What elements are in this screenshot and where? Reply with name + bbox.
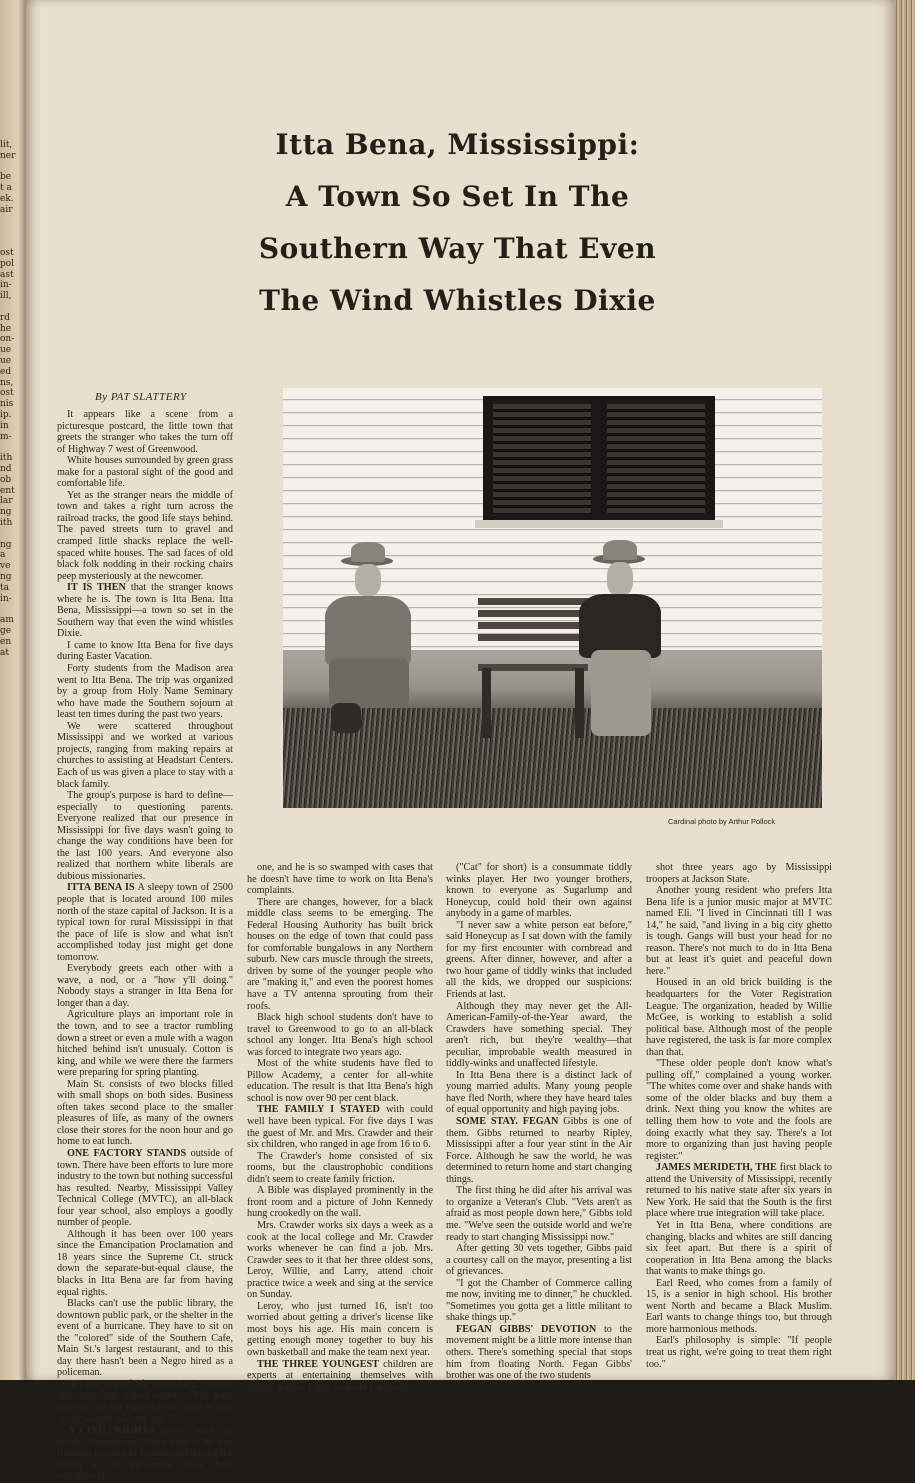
paragraph-text: lawyer works in nearby Greenwood. There used to be five freedom lawyers in Greenwood during the height of the movement. Now there remains only (57, 1425, 233, 1483)
article-paragraph (247, 862, 433, 897)
paragraph-text: Another young resident who prefers Itta Bena life is a junior music major at MVTC named Eli. "I lived in Cincinnati till I was 14," he said, "and living in a big city ghetto is tough. Gangs will bust your head for no reason. There's not much to do in Itta Bena but at least it's quiet and peaceful down here." (646, 885, 832, 977)
facing-page-text-fragment: ost (0, 248, 14, 258)
headline-line-4: The Wind Whistles Dixie (259, 284, 656, 317)
window-sill (475, 520, 723, 528)
paragraph-text: Yet as the stranger nears the middle of town and takes a right turn across the railroad tracks, the good life stays behind. The paved streets turn to gravel and cramped little shacks replace the well-spaced white houses. The sad faces of old black folk nodding in their rocking chairs peep mysteriously at the newcomer. (57, 489, 233, 582)
article-paragraph (247, 1058, 433, 1104)
facing-page-text-fragment: nd (0, 464, 12, 474)
facing-page-text-fragment: in (0, 420, 9, 431)
article-paragraph (446, 1116, 632, 1185)
paragraph-text: The group's purpose is hard to define—especially to questioning parents. Everyone realized that our presence in Mississippi for five days wasn't going to change the way conditions have been for the last 100 years. And everyone also realized that northern white liberals are dubious missionaries. (57, 790, 233, 882)
facing-page-text-fragment: be (0, 172, 12, 183)
article-column-2 (247, 862, 433, 1393)
article-paragraph (446, 1243, 632, 1278)
facing-page-text-fragment: en (0, 636, 12, 647)
paragraph-text: White houses surrounded by green grass make for a pastoral sight of the good and comfortable life. (57, 455, 233, 490)
facing-page-text-fragment: ge (0, 626, 12, 636)
paragraph-text: first black to attend the University of Mississippi, recently returned to his native state after six years in New York. He said that the South is the first place where true integration will take place. (646, 1162, 832, 1220)
paragraph-text: A sleepy town of 2500 people that is located around 100 miles north of the staze capital of Jackson. It is a typical town for rural Mississippi in that the pace of life is slow and what isn't accomplished today just might get done tomorrow. (57, 882, 233, 963)
facing-page-text-fragment: ill, (0, 291, 12, 302)
facing-page-text-fragment: pol (0, 258, 15, 269)
paragraph-lead-in: A CIVIL RIGHTS (67, 1425, 155, 1437)
article-paragraph (57, 1079, 233, 1148)
facing-page-text-fragment: ue (0, 356, 12, 366)
paragraph-text: We were scattered throughout Mississippi and we worked at various projects, ranging from making repairs at churches to assisting at Headstart Centers. Each of us was given a place to stay with a black family. (57, 720, 233, 790)
facing-page-text-fragment: m- (0, 431, 12, 442)
article-paragraph (57, 409, 233, 455)
article-paragraph (646, 1220, 832, 1278)
article-photo (283, 388, 822, 808)
article-paragraph (57, 1229, 233, 1298)
article-paragraph (446, 1185, 632, 1243)
paragraph-lead-in: IT IS THEN (67, 582, 126, 594)
paragraph-text: "It's the way of life down here," voiced one black high school student. "You gotta learn to live the right way in order to stay out of trouble with the law." (57, 1378, 233, 1425)
facing-page-text-fragment: at (0, 647, 9, 658)
paragraph-text: ("Cat" for short) is a consummate tiddly winks player. Her two younger brothers, known to everyone as Sugarlump and Honeycup, could hold their own against anybody in a game of marbles. (446, 862, 632, 920)
paragraph-text: "I got the Chamber of Commerce calling me now, inviting me to dinner," he chuckled. "Sometimes you gotta get a little militant to shake things up." (446, 1277, 632, 1324)
article-column-4 (646, 862, 832, 1370)
seated-man-right (575, 538, 665, 738)
article-paragraph (247, 1151, 433, 1186)
facing-page-text-fragment: ue (0, 345, 12, 356)
paragraph-lead-in: THE FAMILY I STAYED (257, 1104, 380, 1116)
article-paragraph (247, 1104, 433, 1150)
paragraph-text: Blacks can't use the public library, the downtown public park, or the shelter in the event of a hurricane. They have to sit on the "colored" side of the Southern Cafe, Main St.'s largest restaurant, and to this day there hasn't been a Negro hired as a policeman. (57, 1298, 233, 1379)
paragraph-text: The first thing he did after his arrival was to organize a Veteran's Club. "Vets aren't as afraid as most people down here," Gibbs told me. "We've seen the outside world and we're ready to start changing Mississippi now." (446, 1185, 632, 1243)
facing-page-text-fragment: ta (0, 582, 9, 593)
article-paragraph (247, 897, 433, 1012)
article-paragraph (247, 1012, 433, 1058)
article-paragraph (57, 663, 233, 721)
article-paragraph (57, 882, 233, 963)
paragraph-text: with could well have been typical. For five days I was the guest of Mr. and Mrs. Crawder and their six children, who ranged in age from 16 to 6. (247, 1104, 433, 1151)
facing-page-text-fragment: ip. (0, 410, 12, 420)
facing-page-text-fragment: a (0, 550, 6, 561)
byline: By PAT SLATTERY (95, 391, 187, 403)
paragraph-text: Most of the white students have fled to Pillow Academy, a center for all-white education. The result is that Itta Bena's high school is now over 90 per cent black. (247, 1058, 433, 1104)
article-paragraph (57, 790, 233, 882)
facing-page-text-fragment: in- (0, 593, 12, 604)
article-paragraph (446, 862, 632, 920)
article-paragraph (247, 1220, 433, 1301)
facing-page-text-fragment: in- (0, 280, 12, 291)
paragraph-lead-in: ONE FACTORY STANDS (67, 1148, 187, 1159)
paragraph-text: Yet in Itta Bena, where conditions are changing, blacks and whites are still dancing six feet apart. But there is a spirit of cooperation in Itta Bena among the blacks that wants to make things go. (646, 1219, 832, 1278)
window-shutter-right (607, 404, 705, 514)
house-window (483, 396, 715, 526)
paragraph-lead-in: ITTA BENA IS (67, 882, 135, 894)
paragraph-text: Everybody greets each other with a wave, a nod, or a "how y'll doing." Nobody stays a stranger in Itta Bena for longer than a day. (57, 963, 233, 1009)
paragraph-text: Gibbs is one of them. Gibbs returned to nearby Ripley, Mississippi after a four year stint in the Air Force. Although he saw the world, he was determined to return home and start changing things. (446, 1116, 632, 1185)
article-paragraph (57, 1009, 233, 1078)
article-paragraph (247, 1301, 433, 1359)
paragraph-text: It appears like a scene from a picturesque postcard, the little town that greets the stranger who takes the turn off of Highway 7 west of Greenwood. (57, 409, 233, 455)
facing-page-text-fragment: ns, (0, 377, 14, 388)
paragraph-lead-in: FEGAN GIBBS' DEVOTION (456, 1323, 597, 1335)
article-column-3 (446, 862, 632, 1382)
facing-page-text-fragment: ith (0, 518, 13, 528)
facing-page-text-fragment: nis (0, 399, 14, 410)
article-paragraph (57, 1298, 233, 1379)
article-paragraph (57, 721, 233, 790)
article-paragraph (446, 920, 632, 1001)
article-paragraph (57, 1379, 233, 1425)
paragraph-text: Earl's philosophy is simple: "If people treat us right, we're going to treat them right too." (646, 1335, 832, 1370)
paragraph-lead-in: SOME STAY. FEGAN (456, 1116, 559, 1128)
paragraph-lead-in: THE THREE YOUNGEST (257, 1358, 379, 1370)
paragraph-text: Although they may never get the All-American-Family-of-the-Year award, the Crawders have something special. They aren't rich, but they're wealthy—that peculiar, improbable wealth measured in tiddly-winks and unaffected lifestyle. (446, 1000, 632, 1070)
facing-page-text-fragment: ve (0, 561, 11, 572)
article-paragraph (646, 1162, 832, 1220)
paragraph-text: Leroy, who just turned 16, isn't too worried about getting a driver's license like most boys his age. His main concern is getting enough money together to buy his own basketball and make the team next year. (247, 1300, 433, 1358)
article-paragraph (57, 640, 233, 663)
facing-page-text-fragment: ng (0, 539, 12, 550)
paragraph-text: "I never saw a white person eat before," said Honeycup as I sat down with the family for my first encounter with cornbread and greens. After dinner, however, and after a two hour game of tiddly winks that included all the kids, we dropped our suspicions: Friends at last. (446, 919, 632, 1001)
facing-page-text-fragment: ast (0, 269, 14, 280)
article-paragraph (247, 1359, 433, 1394)
facing-page-text-fragment: lar (0, 496, 13, 507)
paragraph-text: Black high school students don't have to travel to Greenwood to go to an all-black school any longer. Itta Bena's high school was forced to integrate two years ago. (247, 1012, 433, 1058)
article-paragraph (446, 1278, 632, 1324)
facing-page-text-fragment: ith (0, 453, 13, 464)
paragraph-text: Although it has been over 100 years since the Emancipation Proclamation and 18 years since the Supreme Ct. struck down the separate-but-equal clause, the blacks in Itta Bena are far from having equal rights. (57, 1228, 233, 1298)
article-paragraph (446, 1070, 632, 1116)
wooden-bench (478, 598, 588, 738)
article-paragraph (646, 1335, 832, 1370)
article-paragraph (57, 455, 233, 490)
photo-caption: Cardinal photo by Arthur Pollock (668, 817, 776, 826)
paragraph-text: In Itta Bena there is a distinct lack of young married adults. Many young people have fled North, where they have heard tales of equal opportunity and high paying jobs. (446, 1069, 632, 1116)
facing-page-text-fragment: ost (0, 388, 14, 399)
article-paragraph (57, 1148, 233, 1229)
paragraph-text: Main St. consists of two blocks filled with small shops on both sides. Business often takes second place to the smaller pleasures of life, as many of the owners close their stores for the noon hour and go home to eat lunch. (57, 1078, 233, 1148)
paragraph-text: Housed in an old brick building is the headquarters for the Voter Registration League. The organization, headed by Willie McGee, is working to establish a solid political base. Although most of the people have registered, the task is far more complex than that. (646, 977, 832, 1058)
article-paragraph (446, 1001, 632, 1070)
paragraph-text: A Bible was displayed prominently in the front room and a picture of John Kennedy hung crookedly on the wall. (247, 1185, 433, 1220)
article-paragraph (646, 977, 832, 1058)
article-paragraph (646, 1278, 832, 1336)
facing-page-text-fragment: air (0, 204, 13, 215)
paragraph-text: one, and he is so swamped with cases that he doesn't have time to work on Itta Bena's complaints. (247, 862, 433, 897)
article-column-1 (57, 409, 233, 1483)
paragraph-text: Mrs. Crawder works six days a week as a cook at the local college and Mr. Crawder works whenever he can find a job. Mrs. Crawder sees to it that her three oldest sons, Leroy, Willie, and Larry, attend choir practice twice a week and sing at the service on Sunday. (247, 1219, 433, 1301)
paragraph-text: children are experts at entertaining themselves with simple games. Eight-year-old Catherine (247, 1358, 433, 1393)
article-paragraph (57, 582, 233, 640)
article-paragraph (646, 1058, 832, 1162)
facing-page-text-fragment: ek. (0, 194, 14, 204)
paragraph-text: outside of town. There have been efforts to lure more industry to the town but nothing successful has resulted. Nearby, Mississippi Valley Technical College (MVTC), an all-black four year school, also employs a goodly number of people. (57, 1148, 233, 1229)
paragraph-text: "These older people don't know what's pulling off," complained a young worker. "The whites come over and shake hands with some of the older blacks and buy them a drink. Next thing you know the whites are telling them how to vote and the fools are doing exactly what they say. There's a lot more to organizing than just having people register." (646, 1058, 832, 1162)
facing-page-text-fragment: he (0, 323, 12, 334)
paragraph-text: After getting 30 vets together, Gibbs paid a courtesy call on the mayor, presenting a list of grievances. (446, 1243, 632, 1278)
paragraph-text: The Crawder's home consisted of six rooms, but the claustrophobic conditions didn't seem to create family friction. (247, 1150, 433, 1185)
window-shutter-left (493, 404, 591, 514)
paragraph-text: Agriculture plays an important role in the town, and to see a tractor rumbling down a street or even a mule with a wagon hitched behind isn't unusualy. Cotton is king, and while we were there the farmers were preparing for spring planting. (57, 1009, 233, 1079)
paragraph-text: shot three years ago by Mississippi troopers at Jackson State. (646, 862, 832, 885)
facing-page-text-fragment: ob (0, 474, 12, 485)
headline-line-3: Southern Way That Even (258, 232, 657, 265)
article-paragraph (446, 1324, 632, 1382)
facing-page-text-fragment: ner (0, 150, 16, 161)
headline-line-2: A Town So Set In The (285, 180, 630, 213)
article-paragraph (247, 1185, 433, 1220)
article-paragraph (646, 862, 832, 885)
paragraph-lead-in: JAMES MERIDETH, THE (656, 1162, 777, 1174)
article-paragraph (57, 1425, 233, 1483)
paragraph-text: Earl Reed, who comes from a family of 15, is a senior in high school. His brother went North and became a Black Muslim. Earl wants to change things too, but through more harmonious methods. (646, 1277, 832, 1335)
facing-page-text-fragment: on- (0, 334, 15, 345)
paragraph-text: I came to know Itta Bena for five days during Easter Vacation. (57, 639, 233, 663)
facing-page-text-fragment: ng (0, 507, 12, 518)
article-paragraph (646, 885, 832, 977)
headline-line-1: Itta Bena, Mississippi: (275, 128, 640, 161)
facing-page-text-fragment: ent (0, 485, 15, 496)
facing-page-text-fragment: lit, (0, 140, 13, 150)
paragraph-text: There are changes, however, for a black middle class seems to be emerging. The Federal Housing Authority has built brick houses on the edge of town that could pass for comfortable bungalows in any Northern suburb. New cars muscle through the streets, driven by some of the younger people who are "making it," and even the poorest homes have a TV antenna sprouting from their roofs. (247, 896, 433, 1012)
facing-page-text-fragment: ng (0, 572, 12, 582)
paragraph-text: that the stranger knows where he is. The town is Itta Bena. Itta Bena, Mississippi—a town so set in the Southern way that even the wind whistles Dixie. (57, 582, 233, 640)
article-paragraph (57, 490, 233, 582)
seated-man-left (311, 538, 421, 738)
paragraph-text: Forty students from the Madison area went to Itta Bena. The trip was organized by a group from Holy Name Seminary who have made the Southern sojourn at least ten times during the past two years. (57, 663, 233, 721)
facing-page-text-fragment: ed (0, 366, 12, 377)
facing-page-text-fragment: rd (0, 312, 11, 323)
facing-page-text-fragment: am (0, 615, 14, 626)
facing-page-text-fragment: t a (0, 183, 12, 194)
paragraph-text: to the movement might be a little more intense than others. There's something special that stops him from floating North. Fegan Gibbs' brother was one of the two students (446, 1323, 632, 1382)
article-paragraph (57, 963, 233, 1009)
